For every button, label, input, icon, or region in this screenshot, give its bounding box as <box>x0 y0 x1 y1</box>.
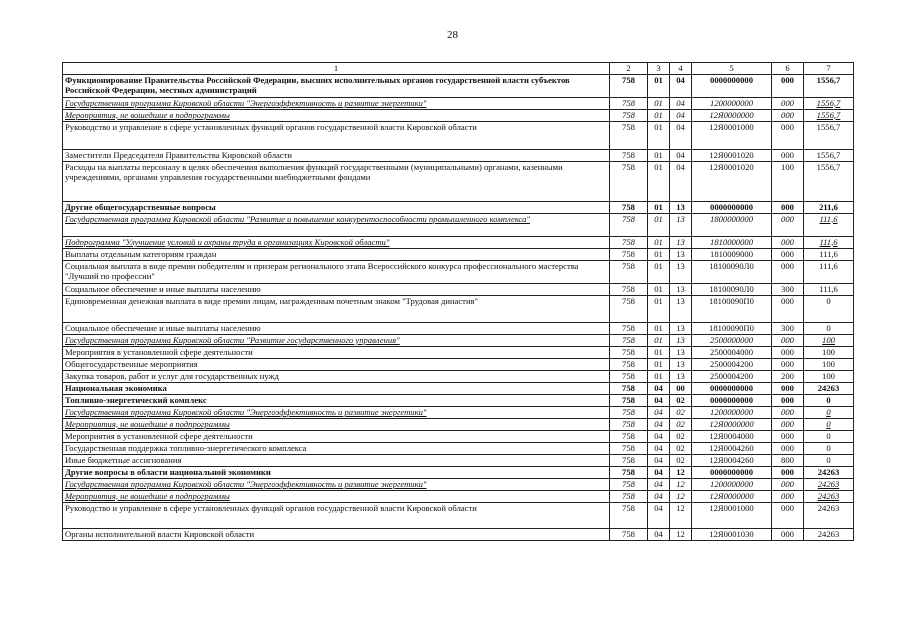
section-code: 04 <box>648 528 670 540</box>
row-name: Мероприятия, не вошедшие в подпрограммы <box>63 418 610 430</box>
section-code: 01 <box>648 358 670 370</box>
ministry-code: 758 <box>610 394 648 406</box>
amount: 100 <box>804 334 854 346</box>
row-name: Единовременная денежная выплата в виде премии лицам, награжденным почетным знаком "Трудовая династия" <box>63 295 610 322</box>
row-name: Государственная программа Кировской области "Энергоэффективность и развитие энергетики" <box>63 97 610 109</box>
section-code: 04 <box>648 442 670 454</box>
target-article-code: 12Я0004260 <box>692 454 772 466</box>
table-row <box>63 213 854 236</box>
ministry-code: 758 <box>610 442 648 454</box>
expense-type-code: 000 <box>772 260 804 283</box>
subsection-code: 13 <box>670 201 692 213</box>
expense-type-code: 000 <box>772 502 804 528</box>
amount: 211,6 <box>804 201 854 213</box>
table-row <box>63 490 854 502</box>
row-name: Национальная экономика <box>63 382 610 394</box>
target-article-code: 1810000000 <box>692 236 772 248</box>
subsection-code: 13 <box>670 358 692 370</box>
subsection-code: 13 <box>670 248 692 260</box>
row-name: Социальное обеспечение и иные выплаты населению <box>63 283 610 295</box>
section-code: 01 <box>648 334 670 346</box>
table-row <box>63 454 854 466</box>
row-name: Мероприятия в установленной сфере деятельности <box>63 346 610 358</box>
subsection-code: 13 <box>670 370 692 382</box>
section-code: 01 <box>648 370 670 382</box>
section-code: 01 <box>648 295 670 322</box>
table-row <box>63 248 854 260</box>
target-article-code: 0000000000 <box>692 201 772 213</box>
ministry-code: 758 <box>610 322 648 334</box>
table-row <box>63 394 854 406</box>
table-row <box>63 418 854 430</box>
expense-type-code: 000 <box>772 248 804 260</box>
table-row <box>63 201 854 213</box>
subsection-code: 13 <box>670 322 692 334</box>
expense-type-code: 000 <box>772 109 804 121</box>
target-article-code: 0000000000 <box>692 382 772 394</box>
target-article-code: 12Я0000000 <box>692 109 772 121</box>
row-name: Закупка товаров, работ и услуг для государственных нужд <box>63 370 610 382</box>
table-row <box>63 334 854 346</box>
subsection-code: 04 <box>670 121 692 149</box>
section-code: 01 <box>648 97 670 109</box>
expense-type-code: 000 <box>772 490 804 502</box>
row-name: Государственная программа Кировской области "Развитие государственного управления" <box>63 334 610 346</box>
amount: 0 <box>804 442 854 454</box>
row-name: Функционирование Правительства Российской Федерации, высших исполнительных органов государственной власти субъектов Российской Федерации, местных администраций <box>63 74 610 97</box>
table-row <box>63 528 854 540</box>
target-article-code: 12Я0001020 <box>692 161 772 201</box>
target-article-code: 12Я0001000 <box>692 121 772 149</box>
amount: 0 <box>804 430 854 442</box>
row-name: Другие общегосударственные вопросы <box>63 201 610 213</box>
row-name: Руководство и управление в сфере установленных функций органов государственной власти Кировской области <box>63 502 610 528</box>
amount: 1556,7 <box>804 74 854 97</box>
amount: 100 <box>804 346 854 358</box>
ministry-code: 758 <box>610 248 648 260</box>
ministry-code: 758 <box>610 97 648 109</box>
section-code: 01 <box>648 201 670 213</box>
target-article-code: 1200000000 <box>692 406 772 418</box>
section-code: 01 <box>648 121 670 149</box>
target-article-code: 12Я0001020 <box>692 149 772 161</box>
subsection-code: 02 <box>670 442 692 454</box>
column-number: 4 <box>670 63 692 75</box>
ministry-code: 758 <box>610 236 648 248</box>
subsection-code: 02 <box>670 430 692 442</box>
budget-table <box>62 62 854 541</box>
table-row <box>63 295 854 322</box>
row-name: Мероприятия в установленной сфере деятельности <box>63 430 610 442</box>
subsection-code: 13 <box>670 283 692 295</box>
ministry-code: 758 <box>610 121 648 149</box>
column-number: 2 <box>610 63 648 75</box>
ministry-code: 758 <box>610 406 648 418</box>
amount: 0 <box>804 295 854 322</box>
subsection-code: 04 <box>670 149 692 161</box>
subsection-code: 04 <box>670 161 692 201</box>
subsection-code: 04 <box>670 97 692 109</box>
expense-type-code: 000 <box>772 149 804 161</box>
row-name: Мероприятия, не вошедшие в подпрограммы <box>63 109 610 121</box>
subsection-code: 12 <box>670 478 692 490</box>
subsection-code: 13 <box>670 236 692 248</box>
subsection-code: 13 <box>670 334 692 346</box>
amount: 0 <box>804 406 854 418</box>
amount: 100 <box>804 358 854 370</box>
section-code: 04 <box>648 466 670 478</box>
ministry-code: 758 <box>610 502 648 528</box>
expense-type-code: 200 <box>772 370 804 382</box>
ministry-code: 758 <box>610 295 648 322</box>
section-code: 01 <box>648 260 670 283</box>
amount: 24263 <box>804 528 854 540</box>
target-article-code: 18100090Л0 <box>692 283 772 295</box>
subsection-code: 13 <box>670 295 692 322</box>
column-number: 6 <box>772 63 804 75</box>
amount: 24263 <box>804 466 854 478</box>
row-name: Государственная программа Кировской области "Развитие и повышение конкурентоспособности промышленного комплекса" <box>63 213 610 236</box>
ministry-code: 758 <box>610 418 648 430</box>
ministry-code: 758 <box>610 161 648 201</box>
ministry-code: 758 <box>610 490 648 502</box>
expense-type-code: 000 <box>772 295 804 322</box>
expense-type-code: 000 <box>772 121 804 149</box>
section-code: 04 <box>648 418 670 430</box>
amount: 0 <box>804 394 854 406</box>
row-name: Государственная программа Кировской области "Энергоэффективность и развитие энергетики" <box>63 478 610 490</box>
table-row <box>63 502 854 528</box>
expense-type-code: 300 <box>772 322 804 334</box>
table-row <box>63 406 854 418</box>
expense-type-code: 000 <box>772 236 804 248</box>
table-row <box>63 283 854 295</box>
row-name: Мероприятия, не вошедшие в подпрограммы <box>63 490 610 502</box>
section-code: 01 <box>648 346 670 358</box>
column-number: 7 <box>804 63 854 75</box>
expense-type-code: 000 <box>772 466 804 478</box>
row-name: Руководство и управление в сфере установленных функций органов государственной власти Кировской области <box>63 121 610 149</box>
section-code: 04 <box>648 430 670 442</box>
column-number: 1 <box>63 63 610 75</box>
expense-type-code: 000 <box>772 394 804 406</box>
expense-type-code: 000 <box>772 74 804 97</box>
subsection-code: 12 <box>670 490 692 502</box>
column-number-row <box>63 63 854 75</box>
row-name: Топливно-энергетический комплекс <box>63 394 610 406</box>
table-row <box>63 109 854 121</box>
ministry-code: 758 <box>610 109 648 121</box>
subsection-code: 12 <box>670 466 692 478</box>
subsection-code: 02 <box>670 406 692 418</box>
subsection-code: 04 <box>670 109 692 121</box>
amount: 0 <box>804 454 854 466</box>
amount: 111,6 <box>804 213 854 236</box>
table-row <box>63 97 854 109</box>
row-name: Подпрограмма "Улучшение условий и охраны труда в организациях Кировской области" <box>63 236 610 248</box>
target-article-code: 12Я0001000 <box>692 502 772 528</box>
expense-type-code: 000 <box>772 442 804 454</box>
ministry-code: 758 <box>610 478 648 490</box>
expense-type-code: 000 <box>772 406 804 418</box>
amount: 1556,7 <box>804 161 854 201</box>
table-row <box>63 370 854 382</box>
target-article-code: 12Я0000000 <box>692 490 772 502</box>
section-code: 04 <box>648 406 670 418</box>
section-code: 04 <box>648 394 670 406</box>
table-row <box>63 260 854 283</box>
subsection-code: 13 <box>670 346 692 358</box>
table-row <box>63 74 854 97</box>
target-article-code: 2500004200 <box>692 370 772 382</box>
amount: 24263 <box>804 502 854 528</box>
section-code: 04 <box>648 382 670 394</box>
table-row <box>63 430 854 442</box>
subsection-code: 00 <box>670 382 692 394</box>
ministry-code: 758 <box>610 528 648 540</box>
target-article-code: 1200000000 <box>692 97 772 109</box>
ministry-code: 758 <box>610 454 648 466</box>
expense-type-code: 800 <box>772 454 804 466</box>
amount: 111,6 <box>804 236 854 248</box>
row-name: Общегосударственные мероприятия <box>63 358 610 370</box>
column-number: 5 <box>692 63 772 75</box>
amount: 111,6 <box>804 283 854 295</box>
target-article-code: 12Я0004000 <box>692 430 772 442</box>
subsection-code: 12 <box>670 528 692 540</box>
ministry-code: 758 <box>610 334 648 346</box>
target-article-code: 2500000000 <box>692 334 772 346</box>
amount: 24263 <box>804 490 854 502</box>
ministry-code: 758 <box>610 201 648 213</box>
section-code: 01 <box>648 213 670 236</box>
section-code: 01 <box>648 161 670 201</box>
row-name: Выплаты отдельным категориям граждан <box>63 248 610 260</box>
subsection-code: 02 <box>670 418 692 430</box>
table-row <box>63 466 854 478</box>
table-row <box>63 478 854 490</box>
ministry-code: 758 <box>610 283 648 295</box>
subsection-code: 04 <box>670 74 692 97</box>
ministry-code: 758 <box>610 382 648 394</box>
amount: 100 <box>804 370 854 382</box>
target-article-code: 2500004200 <box>692 358 772 370</box>
target-article-code: 1200000000 <box>692 478 772 490</box>
page-number: 28 <box>447 29 458 41</box>
row-name: Государственная поддержка топливно-энергетического комплекса <box>63 442 610 454</box>
amount: 24263 <box>804 382 854 394</box>
expense-type-code: 000 <box>772 358 804 370</box>
row-name: Социальная выплата в виде премии победителям и призерам регионального этапа Всероссийского конкурса профессионального мастерства "Лучший по профессии" <box>63 260 610 283</box>
ministry-code: 758 <box>610 74 648 97</box>
section-code: 04 <box>648 478 670 490</box>
section-code: 01 <box>648 74 670 97</box>
amount: 1556,7 <box>804 97 854 109</box>
target-article-code: 12Я0004260 <box>692 442 772 454</box>
table-row <box>63 382 854 394</box>
target-article-code: 0000000000 <box>692 394 772 406</box>
row-name: Социальное обеспечение и иные выплаты населению <box>63 322 610 334</box>
row-name: Другие вопросы в области национальной экономики <box>63 466 610 478</box>
expense-type-code: 000 <box>772 346 804 358</box>
expense-type-code: 000 <box>772 382 804 394</box>
section-code: 01 <box>648 109 670 121</box>
section-code: 01 <box>648 248 670 260</box>
section-code: 01 <box>648 322 670 334</box>
row-name: Заместители Председателя Правительства Кировской области <box>63 149 610 161</box>
section-code: 04 <box>648 502 670 528</box>
section-code: 04 <box>648 454 670 466</box>
ministry-code: 758 <box>610 260 648 283</box>
amount: 111,6 <box>804 248 854 260</box>
table-row <box>63 322 854 334</box>
subsection-code: 02 <box>670 454 692 466</box>
expense-type-code: 000 <box>772 97 804 109</box>
amount: 1556,7 <box>804 121 854 149</box>
amount: 111,6 <box>804 260 854 283</box>
column-number: 3 <box>648 63 670 75</box>
expense-type-code: 000 <box>772 478 804 490</box>
target-article-code: 18100090П0 <box>692 295 772 322</box>
expense-type-code: 000 <box>772 213 804 236</box>
target-article-code: 1800000000 <box>692 213 772 236</box>
ministry-code: 758 <box>610 430 648 442</box>
row-name: Государственная программа Кировской области "Энергоэффективность и развитие энергетики" <box>63 406 610 418</box>
table-row <box>63 442 854 454</box>
section-code: 04 <box>648 490 670 502</box>
subsection-code: 13 <box>670 213 692 236</box>
target-article-code: 0000000000 <box>692 466 772 478</box>
table-row <box>63 121 854 149</box>
ministry-code: 758 <box>610 358 648 370</box>
expense-type-code: 000 <box>772 334 804 346</box>
expense-type-code: 100 <box>772 161 804 201</box>
expense-type-code: 000 <box>772 201 804 213</box>
section-code: 01 <box>648 149 670 161</box>
expense-type-code: 300 <box>772 283 804 295</box>
section-code: 01 <box>648 236 670 248</box>
ministry-code: 758 <box>610 346 648 358</box>
amount: 0 <box>804 322 854 334</box>
subsection-code: 13 <box>670 260 692 283</box>
amount: 1556,7 <box>804 149 854 161</box>
target-article-code: 2500004000 <box>692 346 772 358</box>
row-name: Органы исполнительной власти Кировской области <box>63 528 610 540</box>
section-code: 01 <box>648 283 670 295</box>
row-name: Расходы на выплаты персоналу в целях обеспечения выполнения функций государственными (муниципальными) органами, казенными учреждениями, органами управления государственными внебюджетными фондами <box>63 161 610 201</box>
table-row <box>63 236 854 248</box>
ministry-code: 758 <box>610 149 648 161</box>
target-article-code: 12Я0000000 <box>692 418 772 430</box>
target-article-code: 12Я0001030 <box>692 528 772 540</box>
table-row <box>63 149 854 161</box>
target-article-code: 18100090Л0 <box>692 260 772 283</box>
expense-type-code: 000 <box>772 418 804 430</box>
row-name: Иные бюджетные ассигнования <box>63 454 610 466</box>
table-row <box>63 161 854 201</box>
amount: 0 <box>804 418 854 430</box>
table-row <box>63 346 854 358</box>
amount: 1556,7 <box>804 109 854 121</box>
ministry-code: 758 <box>610 213 648 236</box>
table-row <box>63 358 854 370</box>
amount: 24263 <box>804 478 854 490</box>
ministry-code: 758 <box>610 466 648 478</box>
ministry-code: 758 <box>610 370 648 382</box>
target-article-code: 18100090П0 <box>692 322 772 334</box>
expense-type-code: 000 <box>772 528 804 540</box>
expense-type-code: 000 <box>772 430 804 442</box>
subsection-code: 12 <box>670 502 692 528</box>
subsection-code: 02 <box>670 394 692 406</box>
target-article-code: 0000000000 <box>692 74 772 97</box>
target-article-code: 1810009000 <box>692 248 772 260</box>
